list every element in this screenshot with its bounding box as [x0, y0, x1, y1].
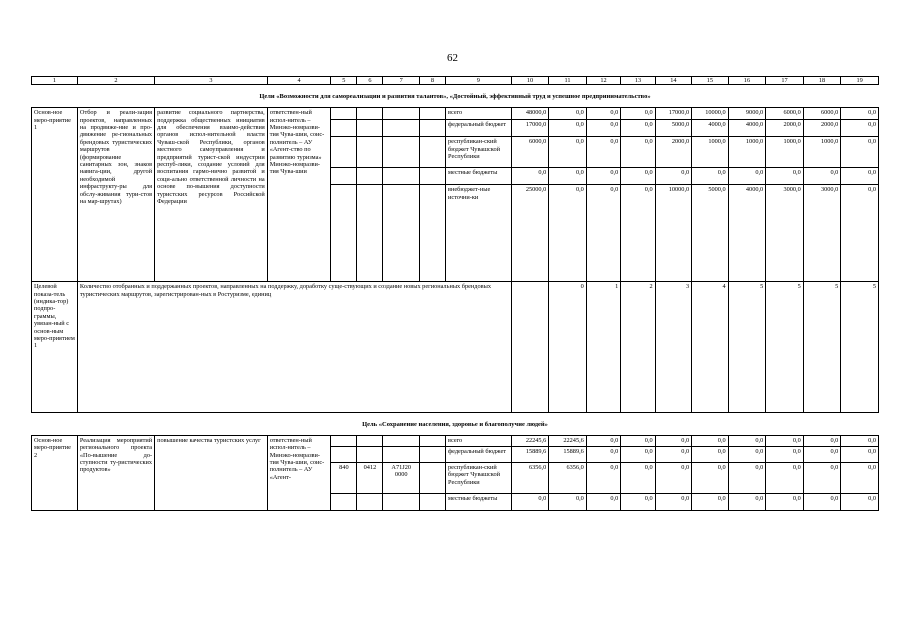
amount-cell: 0,0: [621, 435, 655, 446]
amount-cell: 0,0: [692, 446, 729, 462]
amount-cell: 0,0: [728, 493, 766, 510]
amount-cell: 25000,0: [511, 185, 549, 282]
amount-cell: 0,0: [655, 493, 692, 510]
budget-code: 840: [331, 462, 357, 493]
code-cell: [383, 168, 420, 185]
amount-cell: 0,0: [586, 493, 620, 510]
amount-cell: 6000,0: [511, 137, 549, 168]
amount-cell: 0,0: [549, 493, 587, 510]
amount-cell: 22245,6: [511, 435, 549, 446]
goal-title: Цели «Возможности для самореализации и развития талантов», «Достойный, эффективный труд и успешное предпринимательство»: [32, 85, 879, 108]
amount-cell: 0,0: [841, 446, 879, 462]
measure-tasks: повышение качества туристских услуг: [155, 435, 268, 510]
column-number: 17: [766, 77, 804, 85]
code-cell: [357, 435, 383, 446]
indicator-value: 0: [549, 282, 587, 413]
code-cell: [419, 168, 445, 185]
amount-cell: 6000,0: [803, 108, 841, 120]
amount-cell: 0,0: [549, 120, 587, 137]
indicator-label: Целевой показа-тель (индика-тор) подпро-граммы, увязан-ный с основ-ным меро-приятием 1: [32, 282, 78, 413]
indicator-value: 5: [766, 282, 804, 413]
indicator-empty: [511, 282, 549, 413]
amount-cell: 4000,0: [728, 185, 766, 282]
amount-cell: 3000,0: [766, 185, 804, 282]
column-number: 4: [267, 77, 331, 85]
indicator-value: 3: [655, 282, 692, 413]
column-number: 6: [357, 77, 383, 85]
funding-source: внебюджет-ные источни-ки: [446, 185, 512, 282]
column-number: 7: [383, 77, 420, 85]
amount-cell: 48000,0: [511, 108, 549, 120]
code-cell: [331, 137, 357, 168]
column-number: 15: [692, 77, 729, 85]
code-cell: [357, 493, 383, 510]
column-number: 19: [841, 77, 879, 85]
measure-description: Реализация мероприятий регионального проекта «По-вышение до-ступности ту-ристических продуктов»: [77, 435, 154, 510]
code-cell: [357, 108, 383, 120]
code-cell: [383, 120, 420, 137]
amount-cell: 0,0: [621, 168, 655, 185]
amount-cell: 0,0: [621, 137, 655, 168]
amount-cell: 0,0: [655, 462, 692, 493]
code-cell: [357, 120, 383, 137]
amount-cell: 0,0: [655, 168, 692, 185]
page-number: 62: [447, 52, 458, 64]
amount-cell: 0,0: [655, 446, 692, 462]
amount-cell: 0,0: [621, 108, 655, 120]
amount-cell: 9000,0: [728, 108, 766, 120]
funding-row: [32, 435, 879, 446]
code-cell: [383, 185, 420, 282]
amount-cell: 22245,6: [549, 435, 587, 446]
amount-cell: 0,0: [549, 185, 587, 282]
column-number: 12: [586, 77, 620, 85]
code-cell: [331, 493, 357, 510]
measure-executors: ответствен-ный испол-нитель – Минэко-номразви-тия Чува-шии, соис-полнитель – АУ «Агент-: [267, 435, 331, 510]
amount-cell: 10000,0: [692, 108, 729, 120]
amount-cell: 0,0: [692, 462, 729, 493]
amount-cell: 0,0: [728, 446, 766, 462]
code-cell: [331, 446, 357, 462]
column-number: 2: [77, 77, 154, 85]
amount-cell: 0,0: [511, 168, 549, 185]
amount-cell: 0,0: [586, 168, 620, 185]
amount-cell: 0,0: [728, 462, 766, 493]
program-table: [31, 76, 879, 511]
amount-cell: 6356,0: [549, 462, 587, 493]
amount-cell: 0,0: [841, 435, 879, 446]
amount-cell: 0,0: [766, 493, 804, 510]
code-cell: [357, 137, 383, 168]
indicator-value: 1: [586, 282, 620, 413]
amount-cell: 0,0: [841, 168, 879, 185]
amount-cell: 5000,0: [655, 120, 692, 137]
code-cell: [383, 493, 420, 510]
amount-cell: 0,0: [803, 462, 841, 493]
funding-source: всего: [446, 108, 512, 120]
amount-cell: 2000,0: [655, 137, 692, 168]
indicator-text: Количество отобранных и поддержанных проектов, направленных на поддержку, доработку суще-ствующих и создание новых региональных брендовых туристических маршрутов, зарегистрирован-ных в Ростуризме, единиц: [77, 282, 511, 413]
indicator-value: 5: [728, 282, 766, 413]
amount-cell: 0,0: [549, 168, 587, 185]
column-number: 3: [155, 77, 268, 85]
code-cell: [419, 137, 445, 168]
code-cell: [419, 493, 445, 510]
code-cell: [419, 185, 445, 282]
code-cell: [419, 435, 445, 446]
code-cell: [331, 108, 357, 120]
amount-cell: 0,0: [586, 435, 620, 446]
amount-cell: 0,0: [766, 435, 804, 446]
amount-cell: 0,0: [692, 168, 729, 185]
amount-cell: 3000,0: [803, 185, 841, 282]
column-number: 8: [419, 77, 445, 85]
measure-name: Основ-ное меро-приятие 1: [32, 108, 78, 282]
amount-cell: 1000,0: [692, 137, 729, 168]
amount-cell: 0,0: [803, 168, 841, 185]
funding-row: [32, 108, 879, 120]
indicator-value: 4: [692, 282, 729, 413]
amount-cell: 0,0: [621, 185, 655, 282]
amount-cell: 0,0: [586, 120, 620, 137]
code-cell: [383, 137, 420, 168]
amount-cell: 0,0: [511, 493, 549, 510]
funding-source: республикан-ский бюджет Чувашской Республики: [446, 137, 512, 168]
amount-cell: 4000,0: [692, 120, 729, 137]
column-number: 13: [621, 77, 655, 85]
indicator-value: 5: [841, 282, 879, 413]
amount-cell: 5000,0: [692, 185, 729, 282]
amount-cell: 0,0: [841, 108, 879, 120]
amount-cell: 0,0: [766, 446, 804, 462]
code-cell: [419, 108, 445, 120]
funding-source: местные бюджеты: [446, 493, 512, 510]
measure-executors: ответствен-ный испол-нитель – Минэко-номразви-тия Чува-шии, соис-полнитель – АУ «Агент-ство по развитию туризма» Минэко-номразви-тия Чува-шии: [267, 108, 331, 282]
amount-cell: 10000,0: [655, 185, 692, 282]
code-cell: [357, 446, 383, 462]
funding-source: республикан-ский бюджет Чувашской Республики: [446, 462, 512, 493]
amount-cell: 0,0: [586, 446, 620, 462]
amount-cell: 0,0: [803, 446, 841, 462]
amount-cell: 0,0: [728, 168, 766, 185]
amount-cell: 0,0: [586, 185, 620, 282]
column-number: 16: [728, 77, 766, 85]
amount-cell: 0,0: [621, 493, 655, 510]
funding-source: федеральный бюджет: [446, 446, 512, 462]
indicator-value: 5: [803, 282, 841, 413]
measure-tasks: развитие социального партнерства, поддержка общественных инициатив для обеспечения взаимо-действия органов испол-нительной власти Чуваш-ской Республики, органов местного самоуправления и предприятий турист-ской индустрии респуб-лики, создание условий для воспитания гармо-нично развитой и соци-ально ответственной личности на основе по-вышения доступности туристских ресурсов Российской Федерации: [155, 108, 268, 282]
goal-title: Цель «Сохранение населения, здоровье и благополучие людей»: [32, 413, 879, 436]
column-number: 5: [331, 77, 357, 85]
code-cell: [419, 446, 445, 462]
amount-cell: 0,0: [692, 435, 729, 446]
indicator-value: 2: [621, 282, 655, 413]
code-cell: [331, 168, 357, 185]
amount-cell: 6000,0: [766, 108, 804, 120]
amount-cell: 0,0: [621, 462, 655, 493]
goal-row: [32, 85, 879, 108]
column-number: 9: [446, 77, 512, 85]
code-cell: [331, 120, 357, 137]
header-row: [32, 77, 879, 85]
amount-cell: 0,0: [728, 435, 766, 446]
amount-cell: 2000,0: [766, 120, 804, 137]
column-number: 10: [511, 77, 549, 85]
amount-cell: 0,0: [803, 493, 841, 510]
amount-cell: 0,0: [586, 462, 620, 493]
amount-cell: 0,0: [692, 493, 729, 510]
amount-cell: 15889,6: [511, 446, 549, 462]
amount-cell: 0,0: [841, 462, 879, 493]
amount-cell: 0,0: [549, 108, 587, 120]
amount-cell: 0,0: [766, 168, 804, 185]
code-cell: [357, 168, 383, 185]
budget-code: А71J20 0000: [383, 462, 420, 493]
amount-cell: 0,0: [586, 108, 620, 120]
amount-cell: 0,0: [586, 137, 620, 168]
amount-cell: 1000,0: [766, 137, 804, 168]
amount-cell: 0,0: [621, 120, 655, 137]
amount-cell: 0,0: [549, 137, 587, 168]
goal-row: [32, 413, 879, 436]
amount-cell: 15889,6: [549, 446, 587, 462]
amount-cell: 0,0: [841, 120, 879, 137]
amount-cell: 0,0: [621, 446, 655, 462]
code-cell: [419, 120, 445, 137]
measure-description: Отбор и реали-зация проектов, направленных на продвиже-ние и про-движение ре-гиональных брендовых туристических маршрутов (формирование санитарных зон, знаков навига-ции, другой необходимой инфраструкту-ры для обслу-живания тури-стов на мар-шрутах): [77, 108, 154, 282]
budget-code: 0412: [357, 462, 383, 493]
funding-source: местные бюджеты: [446, 168, 512, 185]
column-number: 11: [549, 77, 587, 85]
amount-cell: 1000,0: [728, 137, 766, 168]
amount-cell: 0,0: [803, 435, 841, 446]
amount-cell: 17000,0: [511, 120, 549, 137]
code-cell: [331, 435, 357, 446]
amount-cell: 0,0: [655, 435, 692, 446]
amount-cell: 0,0: [841, 137, 879, 168]
code-cell: [383, 435, 420, 446]
amount-cell: 2000,0: [803, 120, 841, 137]
funding-source: всего: [446, 435, 512, 446]
column-number: 14: [655, 77, 692, 85]
funding-source: федеральный бюджет: [446, 120, 512, 137]
amount-cell: 0,0: [841, 493, 879, 510]
amount-cell: 0,0: [841, 185, 879, 282]
code-cell: [383, 108, 420, 120]
measure-name: Основ-ное меро-приятие 2: [32, 435, 78, 510]
amount-cell: 6356,0: [511, 462, 549, 493]
indicator-row: [32, 282, 879, 413]
amount-cell: 1000,0: [803, 137, 841, 168]
code-cell: [383, 446, 420, 462]
column-number: 18: [803, 77, 841, 85]
code-cell: [357, 185, 383, 282]
code-cell: [419, 462, 445, 493]
code-cell: [331, 185, 357, 282]
amount-cell: 4000,0: [728, 120, 766, 137]
amount-cell: 17000,0: [655, 108, 692, 120]
amount-cell: 0,0: [766, 462, 804, 493]
column-number: 1: [32, 77, 78, 85]
